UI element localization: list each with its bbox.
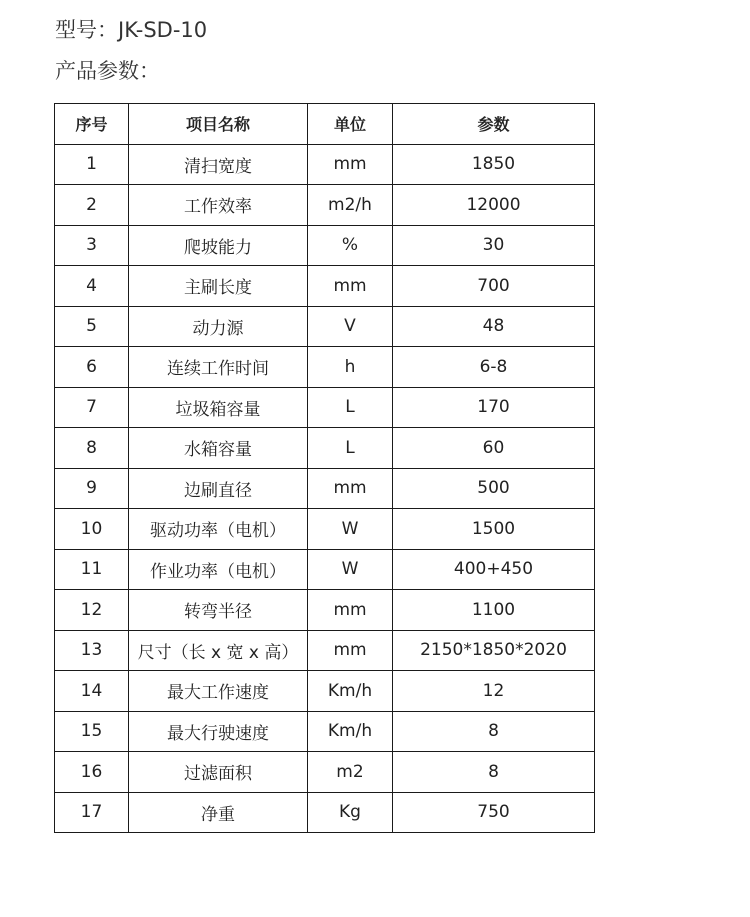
- row-item-name-cell: 最大行驶速度: [129, 711, 308, 752]
- row-unit-cell: Km/h: [308, 711, 393, 752]
- table-row: [55, 144, 595, 185]
- row-unit-cell: mm: [308, 468, 393, 509]
- row-value-cell: 1500: [393, 509, 595, 550]
- header-value: 参数: [393, 104, 595, 145]
- row-unit-cell: mm: [308, 266, 393, 307]
- table-row: [55, 225, 595, 266]
- row-index-cell: 9: [55, 468, 129, 509]
- row-unit-cell: W: [308, 549, 393, 590]
- row-unit-cell: mm: [308, 630, 393, 671]
- row-value-cell: 170: [393, 387, 595, 428]
- row-index-cell: 1: [55, 144, 129, 185]
- table-row: [55, 185, 595, 226]
- row-index-cell: 4: [55, 266, 129, 307]
- row-value-cell: 2150*1850*2020: [393, 630, 595, 671]
- table-row: [55, 468, 595, 509]
- row-value-cell: 48: [393, 306, 595, 347]
- table-row: [55, 549, 595, 590]
- row-item-name-cell: 作业功率（电机）: [129, 549, 308, 590]
- row-value-cell: 6-8: [393, 347, 595, 388]
- table-row: [55, 509, 595, 550]
- row-item-name-cell: 驱动功率（电机）: [129, 509, 308, 550]
- model-value: JK-SD-10: [118, 18, 208, 42]
- row-item-name-cell: 水箱容量: [129, 428, 308, 469]
- model-line: [55, 14, 207, 46]
- row-item-name-cell: 尺寸（长 x 宽 x 高）: [129, 630, 308, 671]
- row-item-name-cell: 过滤面积: [129, 752, 308, 793]
- row-value-cell: 500: [393, 468, 595, 509]
- row-item-name-cell: 动力源: [129, 306, 308, 347]
- row-index-cell: 3: [55, 225, 129, 266]
- row-unit-cell: mm: [308, 144, 393, 185]
- row-index-cell: 14: [55, 671, 129, 712]
- row-unit-cell: m2/h: [308, 185, 393, 226]
- row-index-cell: 17: [55, 792, 129, 833]
- table-header-row: [55, 104, 595, 145]
- row-value-cell: 8: [393, 711, 595, 752]
- row-value-cell: 1100: [393, 590, 595, 631]
- table-body: [55, 144, 595, 833]
- table-row: [55, 630, 595, 671]
- row-unit-cell: Kg: [308, 792, 393, 833]
- table-row: [55, 306, 595, 347]
- row-index-cell: 11: [55, 549, 129, 590]
- params-heading: 产品参数：: [55, 59, 160, 83]
- table-row: [55, 711, 595, 752]
- row-value-cell: 700: [393, 266, 595, 307]
- row-unit-cell: W: [308, 509, 393, 550]
- row-unit-cell: m2: [308, 752, 393, 793]
- row-item-name-cell: 垃圾箱容量: [129, 387, 308, 428]
- row-value-cell: 30: [393, 225, 595, 266]
- table-row: [55, 266, 595, 307]
- row-item-name-cell: 连续工作时间: [129, 347, 308, 388]
- row-unit-cell: L: [308, 428, 393, 469]
- row-item-name-cell: 净重: [129, 792, 308, 833]
- row-unit-cell: mm: [308, 590, 393, 631]
- header-unit: 单位: [308, 104, 393, 145]
- table-row: [55, 792, 595, 833]
- model-label: 型号：: [55, 18, 118, 42]
- table-row: [55, 347, 595, 388]
- row-index-cell: 6: [55, 347, 129, 388]
- table-row: [55, 590, 595, 631]
- row-item-name-cell: 主刷长度: [129, 266, 308, 307]
- row-value-cell: 750: [393, 792, 595, 833]
- row-unit-cell: h: [308, 347, 393, 388]
- row-item-name-cell: 爬坡能力: [129, 225, 308, 266]
- row-unit-cell: %: [308, 225, 393, 266]
- row-unit-cell: V: [308, 306, 393, 347]
- row-item-name-cell: 转弯半径: [129, 590, 308, 631]
- row-value-cell: 8: [393, 752, 595, 793]
- row-value-cell: 12000: [393, 185, 595, 226]
- row-index-cell: 13: [55, 630, 129, 671]
- row-index-cell: 2: [55, 185, 129, 226]
- row-value-cell: 1850: [393, 144, 595, 185]
- row-index-cell: 7: [55, 387, 129, 428]
- row-item-name-cell: 最大工作速度: [129, 671, 308, 712]
- row-unit-cell: L: [308, 387, 393, 428]
- row-index-cell: 15: [55, 711, 129, 752]
- row-value-cell: 60: [393, 428, 595, 469]
- row-unit-cell: Km/h: [308, 671, 393, 712]
- row-index-cell: 12: [55, 590, 129, 631]
- row-index-cell: 8: [55, 428, 129, 469]
- table-row: [55, 752, 595, 793]
- row-value-cell: 12: [393, 671, 595, 712]
- row-index-cell: 16: [55, 752, 129, 793]
- row-item-name-cell: 工作效率: [129, 185, 308, 226]
- table-row: [55, 387, 595, 428]
- row-item-name-cell: 清扫宽度: [129, 144, 308, 185]
- header-index: 序号: [55, 104, 129, 145]
- row-value-cell: 400+450: [393, 549, 595, 590]
- header-item-name: 项目名称: [129, 104, 308, 145]
- row-index-cell: 5: [55, 306, 129, 347]
- specs-table: [54, 103, 595, 833]
- table-row: [55, 671, 595, 712]
- row-item-name-cell: 边刷直径: [129, 468, 308, 509]
- row-index-cell: 10: [55, 509, 129, 550]
- table-row: [55, 428, 595, 469]
